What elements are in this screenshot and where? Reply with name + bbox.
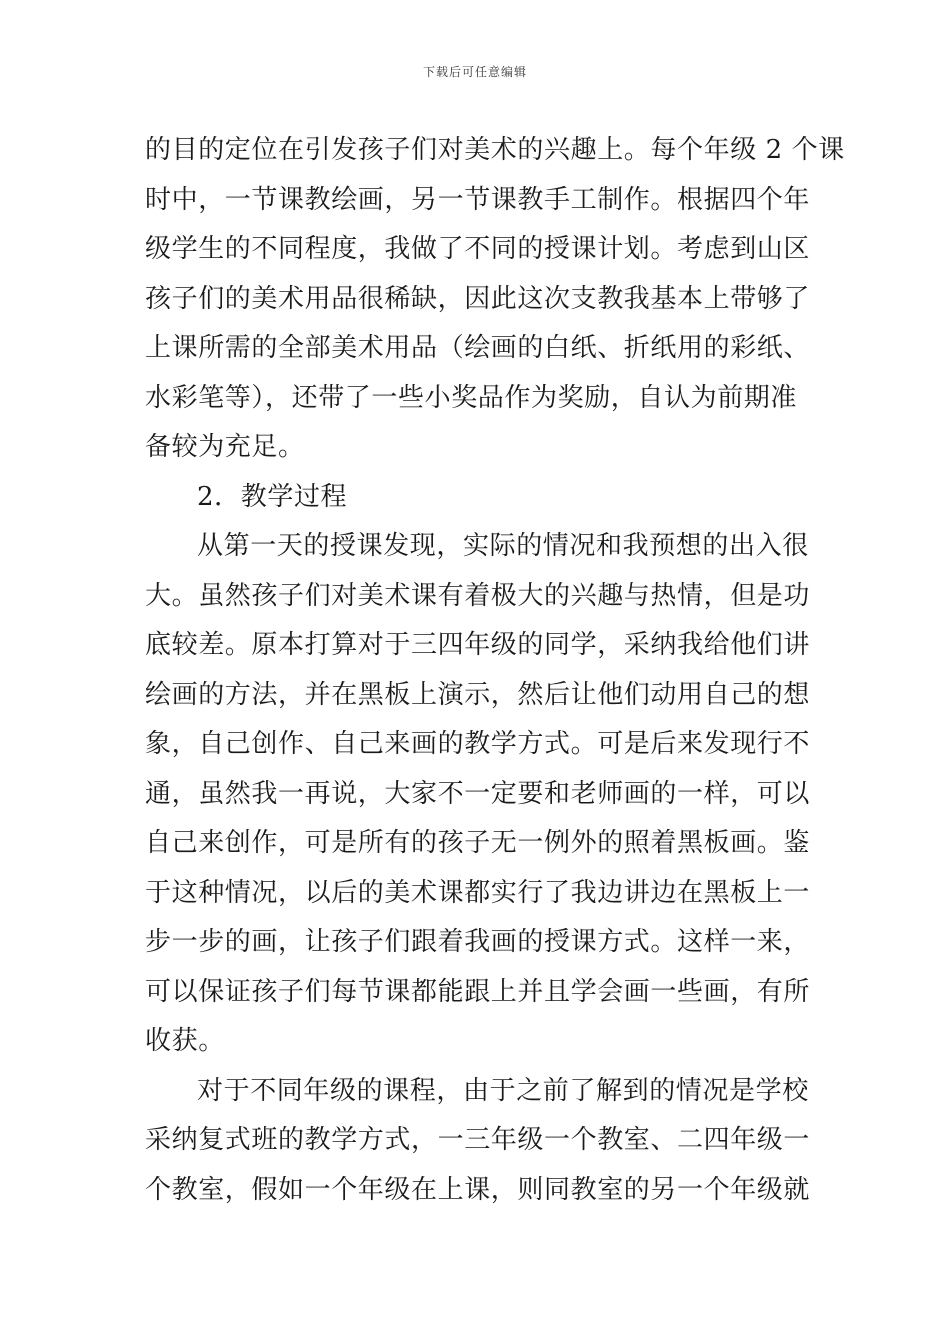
text-line: 个教室，假如一个年级在上课，则同教室的另一个年级就 [145, 1174, 811, 1205]
text-line: 自己来创作，可是所有的孩子无一例外的照着黑板画。鉴 [145, 828, 811, 858]
text-line: 于这种情况，以后的美术课都实行了我边讲边在黑板上一 [145, 877, 811, 908]
text-line: 通，虽然我一再说，大家不一定要和老师画的一样，可以 [145, 778, 811, 809]
section-heading: 2．教学过程 [197, 481, 348, 512]
text-line: 孩子们的美术用品很稀缺，因此这次支教我基本上带够了 [145, 283, 811, 314]
text-line: 的目的定位在引发孩子们对美术的兴趣上。每个年级 2 个课 [145, 135, 845, 165]
text-line: 步一步的画，让孩子们跟着我画的授课方式。这样一来， [145, 927, 811, 957]
text-line: 收获。 [145, 1026, 225, 1056]
text-line: 水彩笔等），还带了一些小奖品作为奖励，自认为前期准 [145, 382, 798, 413]
page-header-note: 下载后可任意编辑 [422, 65, 527, 79]
text-line: 时中，一节课教绘画，另一节课教手工制作。根据四个年 [145, 184, 811, 215]
text-line: 采纳复式班的教学方式，一三年级一个教室、二四年级一 [145, 1125, 811, 1155]
text-line: 底较差。原本打算对于三四年级的同学，采纳我给他们讲 [145, 630, 811, 660]
document-body [145, 126, 845, 1215]
text-line: 上课所需的全部美术用品（绘画的白纸、折纸用的彩纸、 [145, 333, 811, 363]
text-line: 级学生的不同程度，我做了不同的授课计划。考虑到山区 [145, 234, 811, 264]
text-line: 备较为充足。 [145, 432, 305, 462]
text-line: 绘画的方法，并在黑板上演示，然后让他们动用自己的想 [145, 679, 811, 710]
text-line: 从第一天的授课发现，实际的情况和我预想的出入很 [197, 531, 809, 561]
text-line: 对于不同年级的课程，由于之前了解到的情况是学校 [197, 1075, 809, 1106]
text-line: 大。虽然孩子们对美术课有着极大的兴趣与热情，但是功 [145, 580, 811, 611]
text-line: 可以保证孩子们每节课都能跟上并且学会画一些画，有所 [145, 976, 811, 1007]
text-line: 象，自己创作、自己来画的教学方式。可是后来发现行不 [145, 729, 811, 759]
